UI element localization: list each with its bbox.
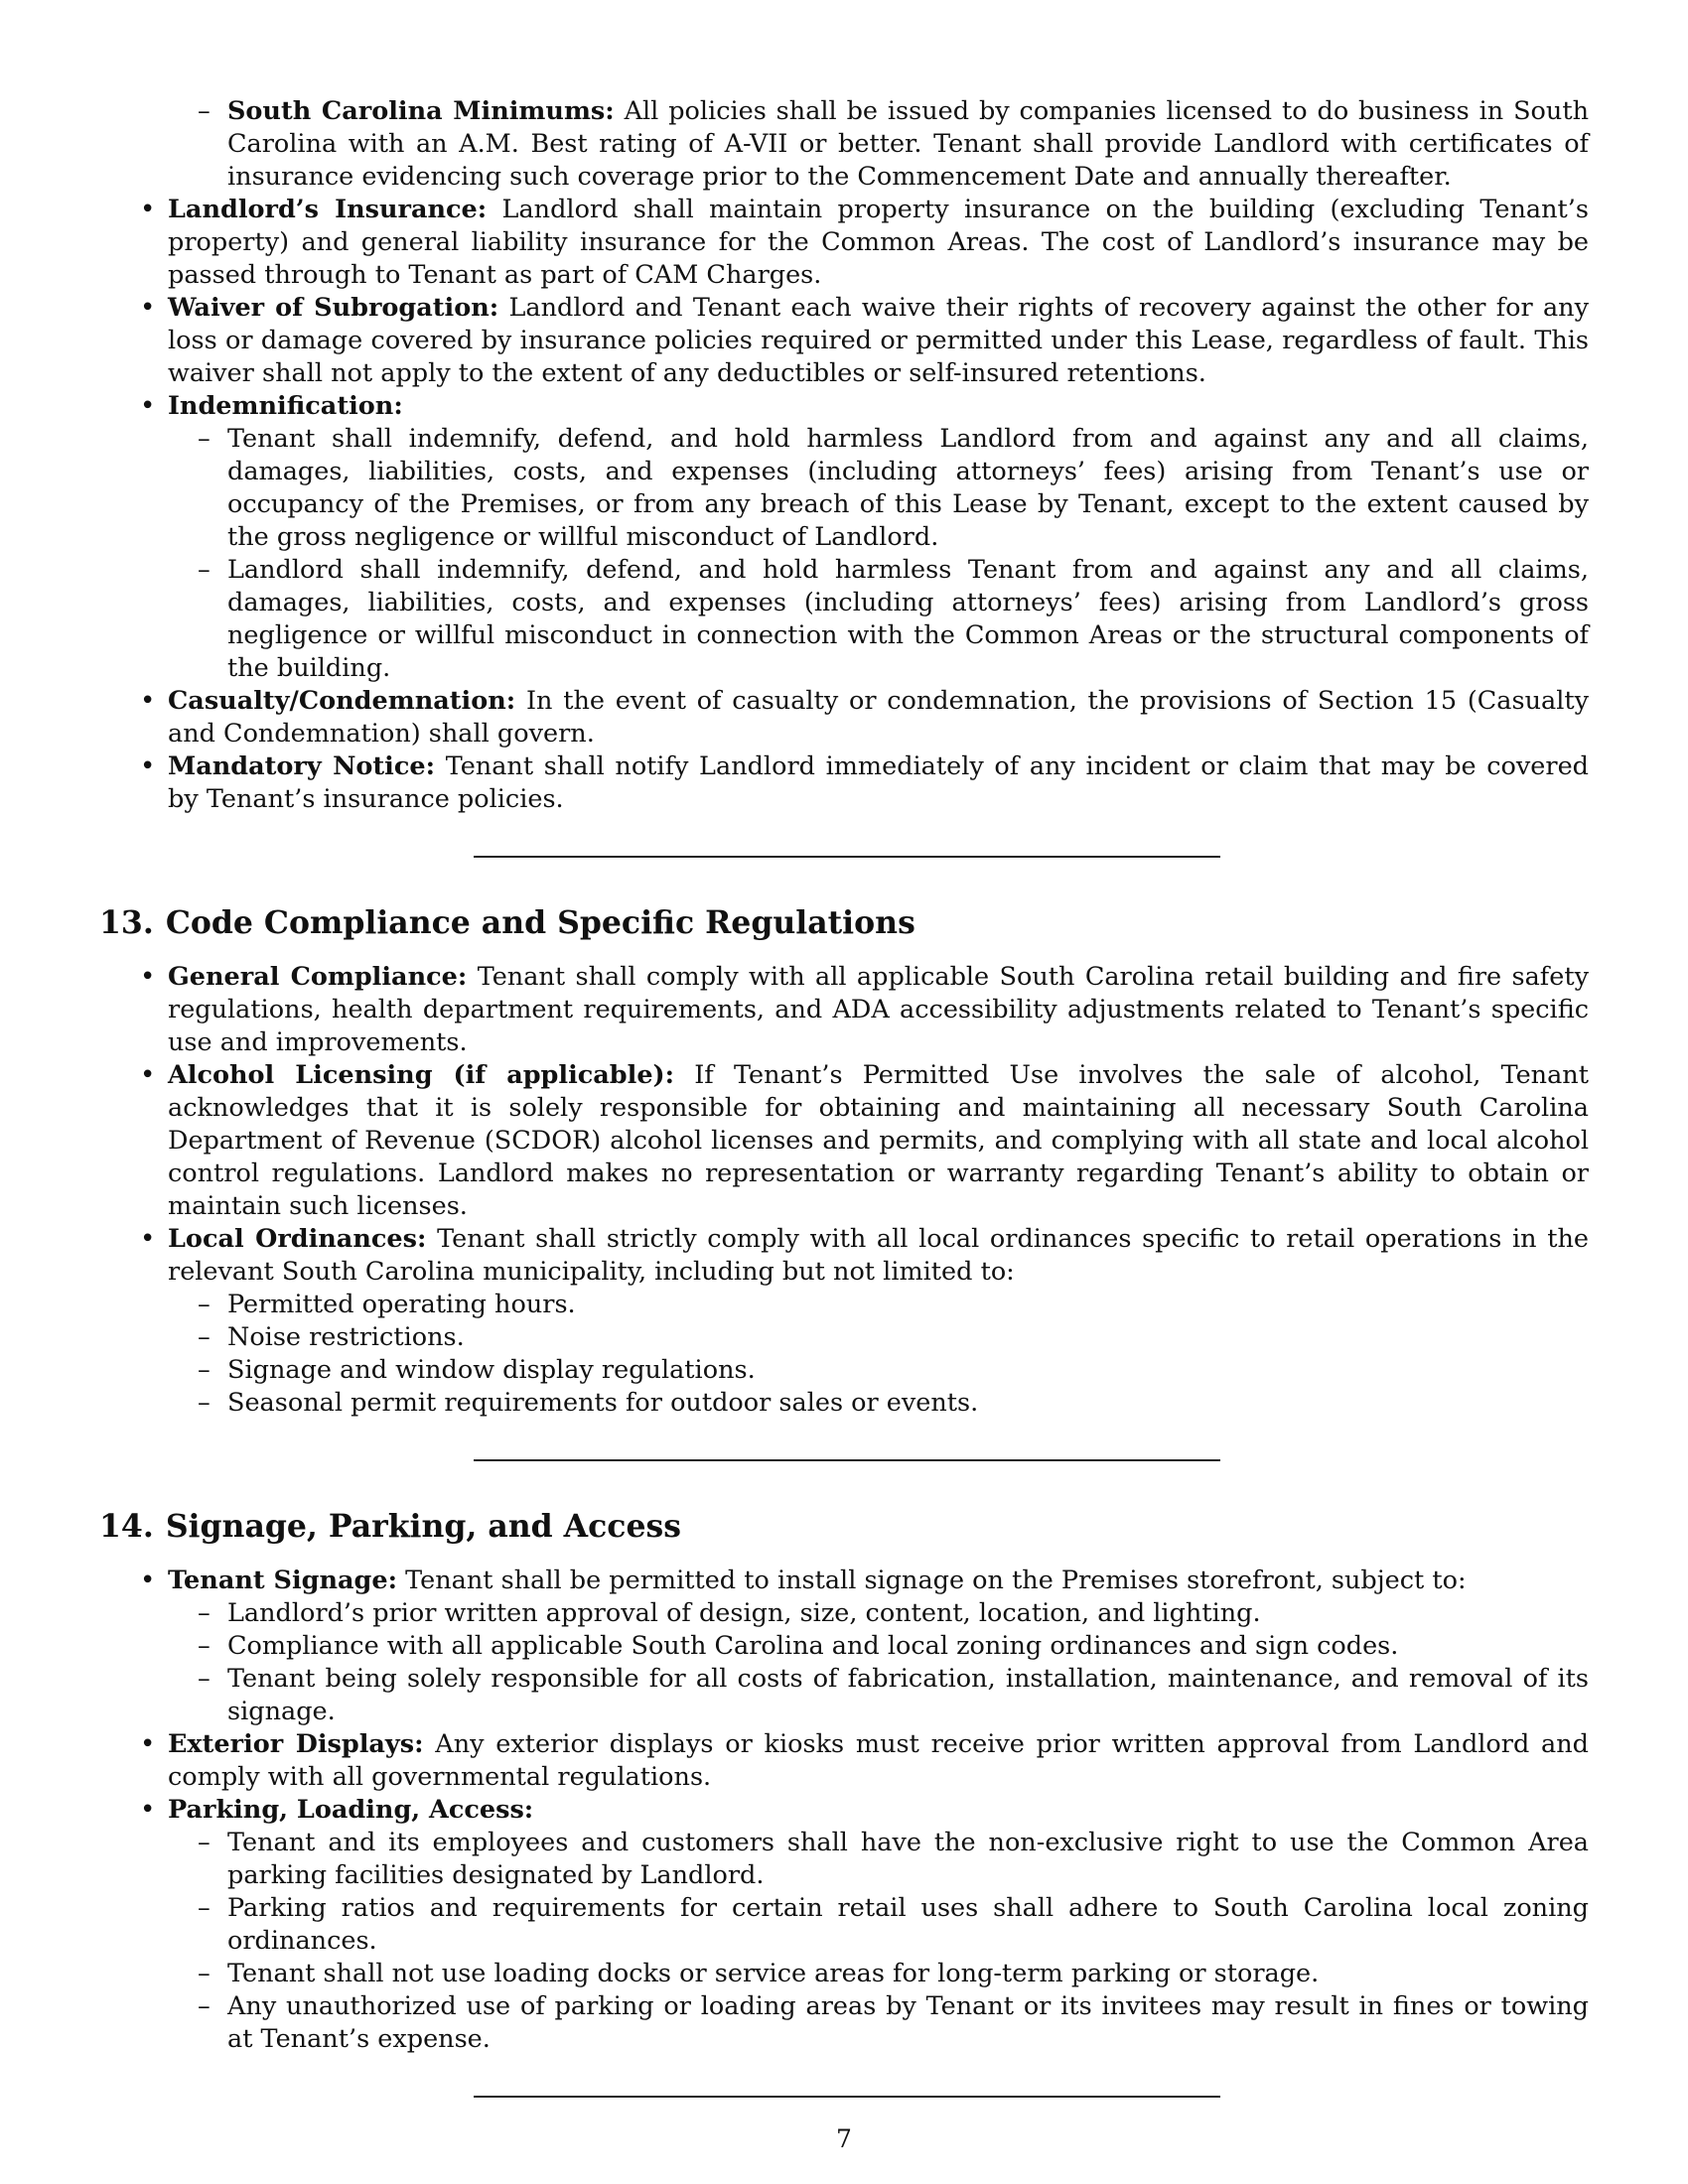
page-content bbox=[99, 95, 1589, 2098]
section-14-list bbox=[99, 1565, 1589, 2056]
sublist bbox=[168, 423, 1589, 685]
list-item bbox=[227, 95, 1589, 194]
item-term: Parking, Loading, Access: bbox=[168, 1795, 534, 1825]
sublist-item: – Tenant shall indemnify, defend, and hold harmless Landlord from and against any and all claims, damages, liabilities, costs, and expenses (including attorneys’ fees) arising from Tenant’s use or occupancy of the Premises, or from any breach of this Lease by Tenant, except to the extent caused by the gross negligence or willful misconduct of Landlord. bbox=[227, 423, 1589, 554]
list-item bbox=[168, 1794, 1589, 2056]
item-term: Landlord’s Insurance: bbox=[168, 195, 488, 224]
item-term: Local Ordinances: bbox=[168, 1224, 427, 1254]
list-item bbox=[168, 292, 1589, 390]
sublist-item: – Seasonal permit requirements for outdoor sales or events. bbox=[227, 1387, 1589, 1420]
sublist-item: – Landlord’s prior written approval of design, size, content, location, and lighting. bbox=[227, 1597, 1589, 1630]
section-divider bbox=[474, 2096, 1220, 2098]
sublist-item: – Permitted operating hours. bbox=[227, 1289, 1589, 1321]
sublist bbox=[168, 1827, 1589, 2056]
section-title: Signage, Parking, and Access bbox=[165, 1508, 681, 1545]
item-term: Tenant Signage: bbox=[168, 1566, 397, 1595]
sublist-item: – Parking ratios and requirements for certain retail uses shall adhere to South Carolina local zoning ordinances. bbox=[227, 1892, 1589, 1958]
item-text: Landlord and Tenant each waive their rights of recovery against the other for any loss or damage covered by insurance policies required or permitted under this Lease, regardless of fault. This waiver shall not apply to the extent of any deductibles or self-insured retentions. bbox=[168, 293, 1589, 388]
section-heading-13 bbox=[99, 903, 1589, 943]
sublist-item: – Landlord shall indemnify, defend, and hold harmless Tenant from and against any and all claims, damages, liabilities, costs, and expenses (including attorneys’ fees) arising from Landlord’s gross negligence or willful misconduct in connection with the Common Areas or the structural components of the building. bbox=[227, 554, 1589, 685]
sublist-item: – Any unauthorized use of parking or loading areas by Tenant or its invitees may result in fines or towing at Tenant’s expense. bbox=[227, 1990, 1589, 2056]
section-number: 13. bbox=[99, 904, 154, 941]
page-number: 7 bbox=[836, 2124, 852, 2153]
list-item bbox=[168, 194, 1589, 292]
item-term: Exterior Displays: bbox=[168, 1729, 424, 1759]
item-term: General Compliance: bbox=[168, 962, 468, 992]
item-term: Indemnification: bbox=[168, 391, 403, 421]
list-item bbox=[168, 685, 1589, 751]
item-text: Landlord shall maintain property insurance on the building (excluding Tenant’s property) and general liability insurance for the Common Areas. The cost of Landlord’s insurance may be passed through to Tenant as part of CAM Charges. bbox=[168, 195, 1589, 290]
item-term: South Carolina Minimums: bbox=[227, 96, 615, 126]
item-text: Tenant shall be permitted to install signage on the Premises storefront, subject to: bbox=[405, 1566, 1467, 1595]
list-item bbox=[168, 1223, 1589, 1420]
list-item bbox=[168, 1728, 1589, 1794]
sublist-item: – Compliance with all applicable South Carolina and local zoning ordinances and sign codes. bbox=[227, 1630, 1589, 1663]
list-item bbox=[168, 961, 1589, 1059]
section-13-list bbox=[99, 961, 1589, 1420]
item-text: Tenant shall comply with all applicable South Carolina retail building and fire safety regulations, health department requirements, and ADA accessibility adjustments related to Tenant’s specific use and improvements. bbox=[168, 962, 1589, 1057]
section-number: 14. bbox=[99, 1508, 154, 1545]
item-text: Any exterior displays or kiosks must receive prior written approval from Landlord and comply with all governmental regulations. bbox=[168, 1729, 1589, 1792]
item-term: Casualty/Condemnation: bbox=[168, 686, 516, 716]
sublist bbox=[168, 1597, 1589, 1728]
item-term: Mandatory Notice: bbox=[168, 751, 436, 781]
sublist-item: – Tenant and its employees and customers shall have the non-exclusive right to use the Common Area parking facilities designated by Landlord. bbox=[227, 1827, 1589, 1892]
insurance-list bbox=[99, 194, 1589, 816]
sublist-item: – Noise restrictions. bbox=[227, 1321, 1589, 1354]
item-text: Tenant shall notify Landlord immediately of any incident or claim that may be covered by Tenant’s insurance policies. bbox=[168, 751, 1589, 814]
item-text: If Tenant’s Permitted Use involves the sale of alcohol, Tenant acknowledges that it is solely responsible for obtaining and maintaining all necessary South Carolina Department of Revenue (SCDOR) alcohol licenses and permits, and complying with all state and local alcohol control regulations. Landlord makes no representation or warranty regarding Tenant’s ability to obtain or maintain such licenses. bbox=[168, 1060, 1589, 1221]
item-term: Alcohol Licensing (if applicable): bbox=[168, 1060, 675, 1090]
section-divider bbox=[474, 856, 1220, 858]
list-item bbox=[168, 751, 1589, 816]
sublist bbox=[168, 1289, 1589, 1420]
list-item bbox=[168, 1565, 1589, 1728]
item-term: Waiver of Subrogation: bbox=[168, 293, 499, 323]
list-item bbox=[168, 390, 1589, 685]
item-text: In the event of casualty or condemnation, the provisions of Section 15 (Casualty and Condemnation) shall govern. bbox=[168, 686, 1589, 749]
continued-sublist bbox=[99, 95, 1589, 194]
section-heading-14 bbox=[99, 1507, 1589, 1547]
item-text: All policies shall be issued by companies licensed to do business in South Carolina with an A.M. Best rating of A-VII or better. Tenant shall provide Landlord with certificates of insurance evidencing such coverage prior to the Commencement Date and annually thereafter. bbox=[227, 96, 1589, 192]
item-text: Tenant shall strictly comply with all local ordinances specific to retail operations in the relevant South Carolina municipality, including but not limited to: bbox=[168, 1224, 1590, 1287]
list-item bbox=[168, 1059, 1589, 1223]
sublist-item: – Tenant being solely responsible for all costs of fabrication, installation, maintenance, and removal of its signage. bbox=[227, 1663, 1589, 1728]
sublist-item: – Tenant shall not use loading docks or service areas for long-term parking or storage. bbox=[227, 1958, 1589, 1990]
sublist-item: – Signage and window display regulations. bbox=[227, 1354, 1589, 1387]
section-title: Code Compliance and Specific Regulations bbox=[165, 904, 915, 941]
section-divider bbox=[474, 1459, 1220, 1461]
